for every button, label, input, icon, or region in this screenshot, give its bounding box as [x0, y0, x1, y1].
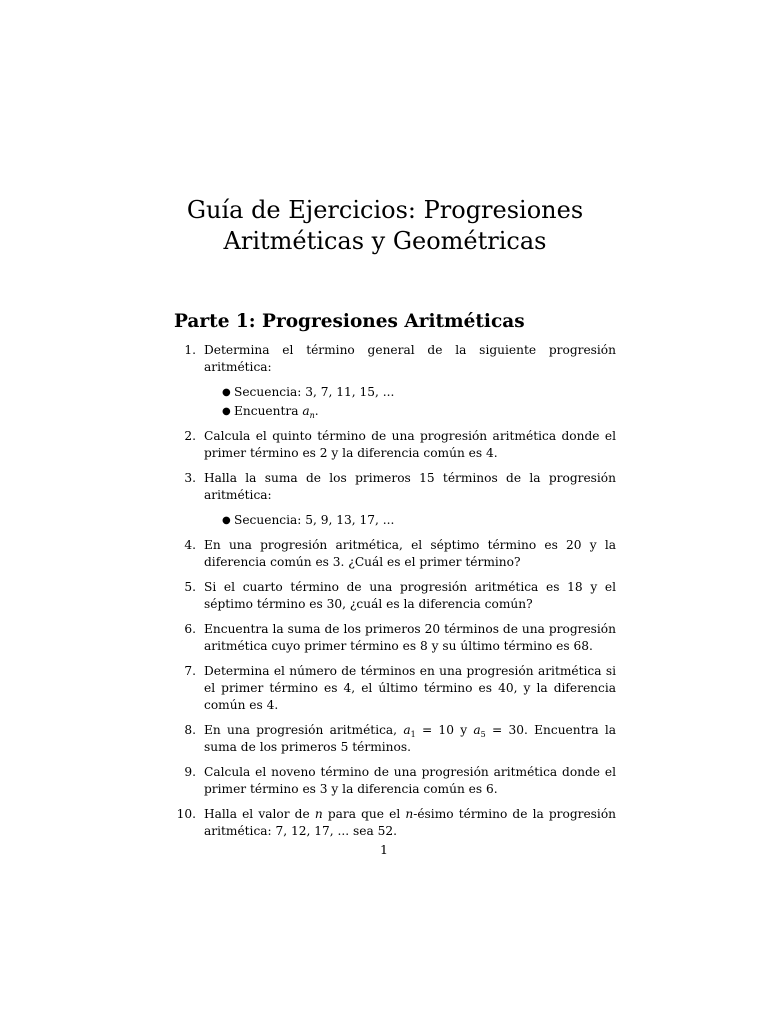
sub-list-item: [222, 512, 616, 529]
sub-list: [204, 384, 616, 420]
item-text: Encuentra la suma de los primeros 5 términos.: [204, 723, 617, 754]
math-expression: $a_n$: [302, 404, 315, 420]
page-number: 1: [380, 842, 388, 857]
item-number: 4.: [184, 538, 196, 552]
exercise-item-10: [174, 806, 616, 840]
exercise-item-2: [174, 428, 616, 462]
item-text: para que el: [327, 807, 401, 821]
exercise-item-3: [174, 470, 616, 529]
item-text: En una progresión aritmética, el séptimo término es 20 y la diferencia común es 3. ¿Cuál es el primer término?: [204, 538, 616, 569]
exercise-item-4: [174, 537, 616, 571]
item-text: Calcula el quinto término de una progresión aritmética donde el primer término es 2 y la diferencia común es 4.: [204, 429, 616, 460]
item-number: 8.: [184, 723, 196, 737]
sub-list-item: ● Encuentra $a_n$.: [222, 404, 319, 420]
sub-item-text: Secuencia: 3, 7, 11, 15, ...: [234, 385, 395, 399]
exercise-item-9: [174, 764, 616, 798]
item-number: 10.: [176, 807, 196, 821]
exercise-item-8: [174, 722, 616, 756]
sub-list: [204, 512, 616, 529]
bullet-icon: ●: [222, 515, 231, 526]
exercise-item-6: [174, 621, 616, 655]
bullet-icon: ●: [222, 387, 231, 398]
item-text: Halla la suma de los primeros 15 términos de la progresión aritmética:: [204, 471, 616, 502]
sub-list-item: [222, 384, 616, 401]
math-expression: $a_1 = 10$ y $a_5 = 30$.: [403, 723, 528, 739]
item-number: 1.: [184, 343, 196, 357]
item-text: Determina el término general de la siguiente progresión aritmética:: [204, 343, 616, 374]
item-number: 3.: [184, 471, 196, 485]
sub-item-text: Secuencia: 5, 9, 13, 17, ...: [234, 513, 395, 527]
item-number: 2.: [184, 429, 196, 443]
item-text: En una progresión aritmética,: [204, 723, 398, 737]
item-number: 7.: [184, 664, 196, 678]
exercise-item-1: [174, 342, 616, 420]
item-number: 9.: [184, 765, 196, 779]
document-title: Guía de Ejercicios: Progresiones Aritméticas y Geométricas: [186, 196, 584, 255]
section-heading: Parte 1: Progresiones Aritméticas: [174, 311, 525, 332]
item-number: 6.: [184, 622, 196, 636]
item-number: 5.: [184, 580, 196, 594]
math-expression: n: [400, 807, 414, 821]
item-text: Determina el número de términos en una progresión aritmética si el primer término es 4, el último término es 40, y la diferencia común es 4.: [204, 664, 616, 712]
bullet-icon: ●: [222, 406, 231, 417]
item-text: Si el cuarto término de una progresión aritmética es 18 y el séptimo término es 30, ¿cuál es la diferencia común?: [204, 580, 616, 611]
item-text: Halla el valor de: [204, 807, 310, 821]
exercise-item-5: [174, 579, 616, 613]
exercise-item-7: [174, 663, 616, 714]
sub-item-text: Encuentra: [234, 404, 299, 418]
exercise-list: [174, 342, 616, 848]
math-expression: n: [314, 807, 323, 821]
item-text: Encuentra la suma de los primeros 20 términos de una progresión aritmética cuyo primer término es 8 y su último término es 68.: [204, 622, 616, 653]
item-text: Calcula el noveno término de una progresión aritmética donde el primer término es 3 y la diferencia común es 6.: [204, 765, 616, 796]
item-text: -ésimo término de la progresión aritmética: 7, 12, 17, ... sea 52.: [204, 807, 617, 838]
